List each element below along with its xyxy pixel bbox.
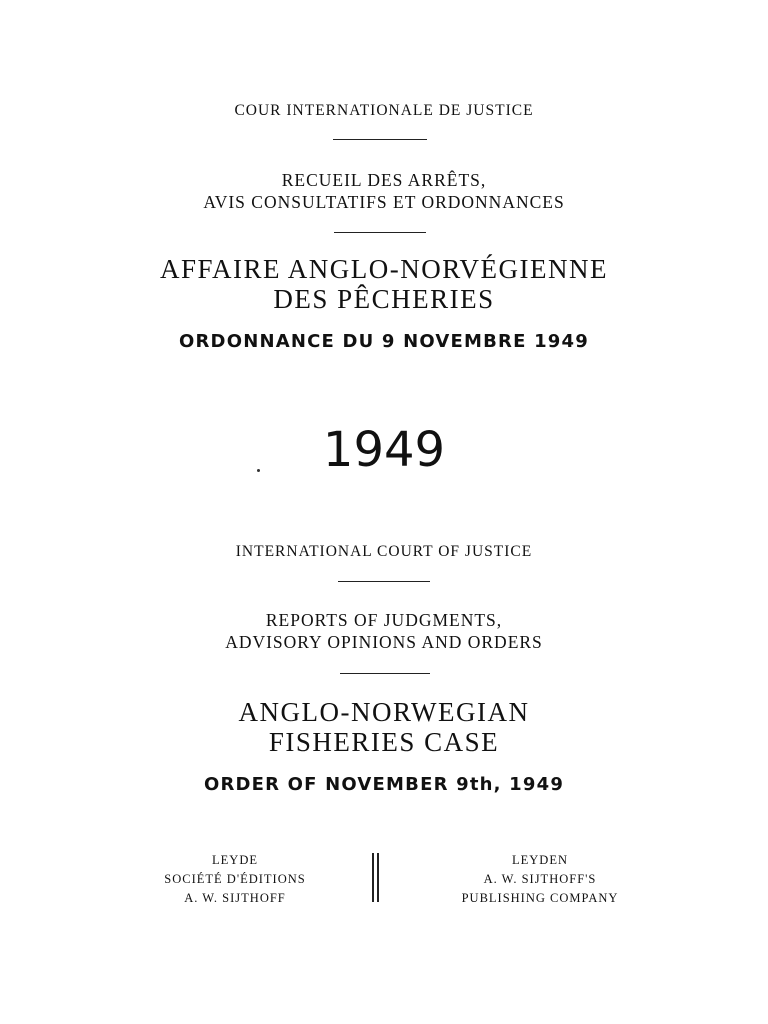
publisher-english-company: PUBLISHING COMPANY	[461, 891, 619, 905]
french-court-name: COUR INTERNATIONALE DE JUSTICE	[234, 102, 534, 119]
english-order-date: ORDER OF NOVEMBER 9th, 1949	[203, 774, 565, 795]
english-case-title-line1: ANGLO-NORWEGIAN	[238, 697, 530, 727]
divider	[338, 581, 430, 582]
english-series-title-line2: ADVISORY OPINIONS AND ORDERS	[225, 632, 543, 652]
french-series-title-line1: RECUEIL DES ARRÊTS,	[281, 170, 487, 190]
separator-bar	[372, 853, 374, 902]
english-case-title-line2: FISHERIES CASE	[268, 727, 500, 757]
publisher-french-name: A. W. SIJTHOFF	[184, 891, 286, 905]
divider	[333, 139, 427, 140]
publisher-french	[135, 851, 335, 908]
separator-bar	[377, 853, 379, 902]
french-order-date: ORDONNANCE DU 9 NOVEMBRE 1949	[179, 331, 589, 352]
english-series-title-line1: REPORTS OF JUDGMENTS,	[265, 610, 503, 630]
publisher-french-company: SOCIÉTÉ D'ÉDITIONS	[164, 872, 306, 886]
publisher-french-city: LEYDE	[212, 853, 258, 867]
french-case-title-line1: AFFAIRE ANGLO-NORVÉGIENNE	[159, 254, 609, 284]
year-heading: 1949	[322, 422, 446, 478]
publisher-english	[430, 851, 650, 908]
french-series-title-line2: AVIS CONSULTATIFS ET ORDONNANCES	[203, 192, 565, 212]
divider	[334, 232, 426, 233]
english-court-name: INTERNATIONAL COURT OF JUSTICE	[235, 543, 533, 560]
publisher-english-city: LEYDEN	[512, 853, 568, 867]
french-case-title-line2: DES PÊCHERIES	[273, 284, 495, 314]
publisher-english-name: A. W. SIJTHOFF'S	[483, 872, 597, 886]
divider	[340, 673, 430, 674]
